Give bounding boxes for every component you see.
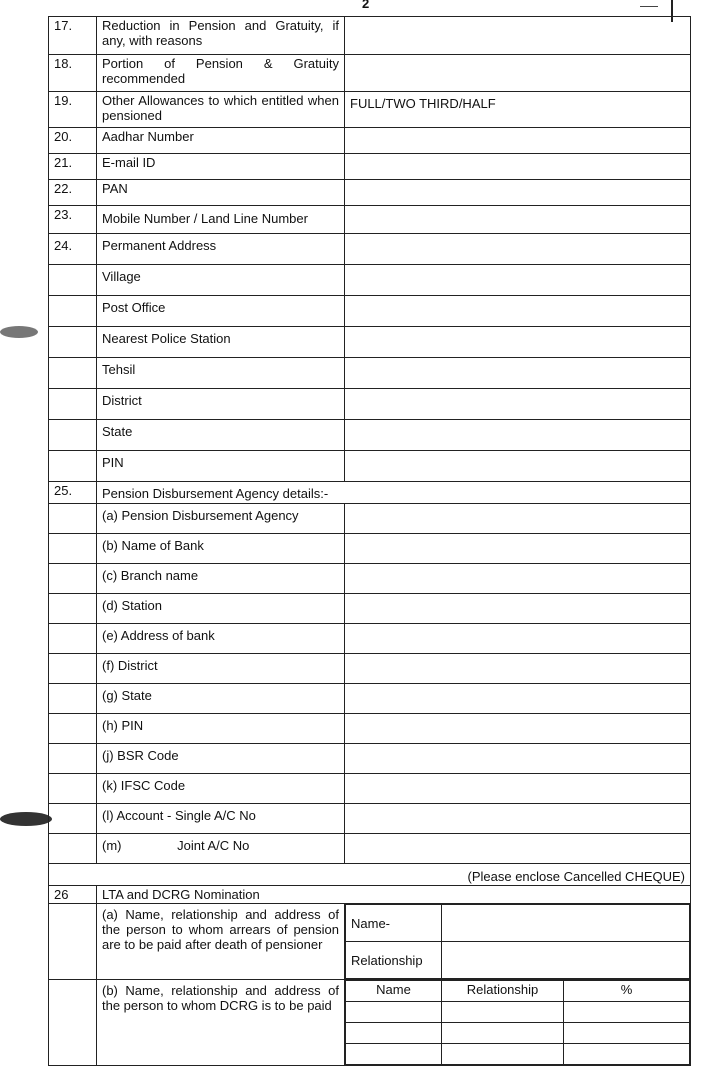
agency-row [49,744,691,774]
binder-hole-mark [0,326,38,338]
nomination-b-text: (b) Name, relationship and address of the person to whom DCRG is to be paid [97,980,345,1066]
row-number: 24. [49,234,97,265]
nomination-a-text: (a) Name, relationship and address of the person to whom arrears of pension are to be paid after death of pensioner [97,904,345,980]
agency-value[interactable] [345,774,691,804]
address-value[interactable] [345,234,691,265]
form-row [49,128,691,154]
agency-value[interactable] [345,504,691,534]
row-label: Portion of Pension & Gratuity recommended [97,55,345,92]
row-label: Other Allowances to which entitled when pensioned [97,92,345,128]
agency-value[interactable] [345,744,691,774]
address-value[interactable] [345,265,691,296]
agency-label: (l) Account - Single A/C No [97,804,345,834]
agency-row [49,714,691,744]
agency-row [49,804,691,834]
nominee-name-cell[interactable] [346,1044,442,1065]
agency-row [49,684,691,714]
nominee-relationship-cell[interactable] [442,1023,564,1044]
agency-value[interactable] [345,834,691,864]
row-label: Reduction in Pension and Gratuity, if any, with reasons [97,17,345,55]
row-value[interactable] [345,154,691,180]
row-value[interactable] [345,128,691,154]
agency-label: (c) Branch name [97,564,345,594]
address-label: District [97,389,345,420]
nominee-percent-cell[interactable] [564,1002,690,1023]
agency-value[interactable] [345,804,691,834]
address-label: PIN [97,451,345,482]
address-label: Tehsil [97,358,345,389]
agency-row [49,624,691,654]
address-row [49,234,691,265]
row-number: 19. [49,92,97,128]
agency-value[interactable] [345,594,691,624]
agency-label: (g) State [97,684,345,714]
nominee-relationship-cell[interactable] [442,1044,564,1065]
row-value[interactable] [345,180,691,206]
row-value[interactable] [345,55,691,92]
nominee-relationship-cell[interactable] [442,1002,564,1023]
address-label: Village [97,265,345,296]
address-label: Nearest Police Station [97,327,345,358]
agency-row [49,564,691,594]
agency-value[interactable] [345,624,691,654]
row-label: E-mail ID [97,154,345,180]
row-number: 17. [49,17,97,55]
address-row [49,265,691,296]
row-number: 23. [49,206,97,234]
col-header-name: Name [346,981,442,1002]
agency-label: (h) PIN [97,714,345,744]
row-number: 20. [49,128,97,154]
address-value[interactable] [345,358,691,389]
address-label: Permanent Address [97,234,345,265]
row-number: 21. [49,154,97,180]
scan-mark [640,6,658,7]
cheque-note-row [49,864,691,886]
row-number: 26 [49,886,97,904]
row-value[interactable] [345,206,691,234]
agency-row [49,504,691,534]
agency-value[interactable] [345,534,691,564]
agency-label: (e) Address of bank [97,624,345,654]
address-value[interactable] [345,327,691,358]
row-number: 18. [49,55,97,92]
form-row [49,92,691,128]
nomination-heading-row [49,886,691,904]
form-row [49,55,691,92]
row-label: PAN [97,180,345,206]
form-row [49,154,691,180]
col-header-percent: % [564,981,690,1002]
binder-hole-mark [0,812,52,826]
row-number: 25. [49,482,97,504]
agency-row [49,534,691,564]
nomination-a-table [345,904,690,979]
address-value[interactable] [345,420,691,451]
nomination-heading: LTA and DCRG Nomination [97,886,691,904]
nomination-b-row [49,980,691,1066]
row-number: 22. [49,180,97,206]
row-label: Aadhar Number [97,128,345,154]
agency-label-joint [97,834,345,864]
agency-heading-row [49,482,691,504]
joint-prefix: (m) [102,838,122,853]
address-row [49,327,691,358]
agency-value[interactable] [345,654,691,684]
row-label: Mobile Number / Land Line Number [97,206,345,234]
agency-row [49,594,691,624]
agency-label: (f) District [97,654,345,684]
pension-form-table [48,16,691,1066]
agency-row [49,654,691,684]
nomination-b-table [345,980,690,1065]
nominee-percent-cell[interactable] [564,1023,690,1044]
form-row [49,206,691,234]
address-label: State [97,420,345,451]
address-row [49,296,691,327]
agency-row [49,774,691,804]
cheque-note: (Please enclose Cancelled CHEQUE) [49,864,691,886]
agency-value[interactable] [345,684,691,714]
name-value[interactable] [442,905,690,942]
form-row [49,180,691,206]
address-value[interactable] [345,389,691,420]
nominee-percent-cell[interactable] [564,1044,690,1065]
address-row [49,389,691,420]
nomination-a-row [49,904,691,980]
agency-row [49,834,691,864]
agency-label: (k) IFSC Code [97,774,345,804]
nominee-name-cell[interactable] [346,1023,442,1044]
address-label: Post Office [97,296,345,327]
relationship-label: Relationship [346,942,442,979]
name-label: Name- [346,905,442,942]
nominee-name-cell[interactable] [346,1002,442,1023]
address-value[interactable] [345,296,691,327]
address-value[interactable] [345,451,691,482]
agency-value[interactable] [345,714,691,744]
address-row [49,420,691,451]
col-header-relationship: Relationship [442,981,564,1002]
agency-value[interactable] [345,564,691,594]
agency-heading: Pension Disbursement Agency details:- [97,482,691,504]
joint-label: Joint A/C No [177,838,250,853]
form-row [49,17,691,55]
row-value[interactable]: FULL/TWO THIRD/HALF [345,92,691,128]
agency-label: (b) Name of Bank [97,534,345,564]
row-value[interactable] [345,17,691,55]
agency-label: (d) Station [97,594,345,624]
address-row [49,451,691,482]
agency-label: (j) BSR Code [97,744,345,774]
address-row [49,358,691,389]
page-number: 2 [362,0,370,11]
agency-label: (a) Pension Disbursement Agency [97,504,345,534]
relationship-value[interactable] [442,942,690,979]
